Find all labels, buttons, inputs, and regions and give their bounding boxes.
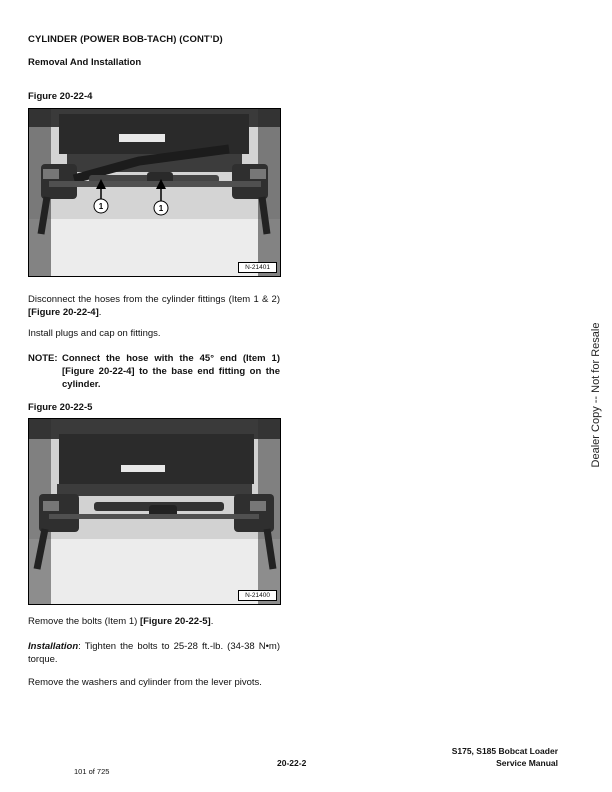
paragraph-remove-washers: Remove the washers and cylinder from the lever pivots. bbox=[28, 677, 262, 688]
figure-reference: [Figure 20-22-5] bbox=[139, 616, 211, 627]
paragraph-installation: Installation: Tighten the bolts to 25-28 ft.-lb. (34-38 N•m) torque. bbox=[28, 641, 280, 665]
page-count: 101 of 725 bbox=[74, 767, 110, 776]
installation-label: Installation bbox=[28, 641, 79, 652]
page-number: 20-22-2 bbox=[277, 758, 307, 768]
callout-1a: 1 bbox=[98, 202, 104, 211]
figure-1-label: Figure 20-22-4 bbox=[28, 91, 93, 102]
section-title: Removal And Installation bbox=[28, 57, 142, 68]
figure-2-photo bbox=[28, 418, 281, 605]
note-block bbox=[28, 352, 280, 391]
figure-1-illustration bbox=[29, 109, 280, 276]
paragraph-install-plugs: Install plugs and cap on fittings. bbox=[28, 328, 161, 339]
note-label: NOTE: bbox=[28, 353, 58, 364]
figure-2-code: N-21400 bbox=[238, 590, 277, 601]
figure-1-photo bbox=[28, 108, 281, 277]
product-line-1: S175, S185 Bobcat Loader bbox=[451, 746, 558, 756]
callout-1b: 1 bbox=[158, 204, 164, 213]
page-title: CYLINDER (POWER BOB-TACH) (CONT’D) bbox=[28, 34, 223, 45]
figure-reference: [Figure 20-22-4] bbox=[28, 307, 99, 318]
figure-1-code: N-21401 bbox=[238, 262, 277, 273]
paragraph-disconnect-hoses: Disconnect the hoses from the cylinder fittings (Item 1 & 2) [Figure 20-22-4]. bbox=[28, 294, 280, 318]
paragraph-remove-bolts: Remove the bolts (Item 1) [Figure 20-22-5]. bbox=[28, 616, 214, 627]
note-text: Connect the hose with the 45° end (Item 1) [Figure 20-22-4] to the base end fitting on the cylinder. bbox=[62, 353, 280, 390]
figure-2-illustration bbox=[29, 419, 280, 604]
figure-2-label: Figure 20-22-5 bbox=[28, 402, 93, 413]
watermark-side-text: Dealer Copy -- Not for Resale bbox=[590, 322, 602, 468]
product-line-2: Service Manual bbox=[496, 758, 558, 768]
